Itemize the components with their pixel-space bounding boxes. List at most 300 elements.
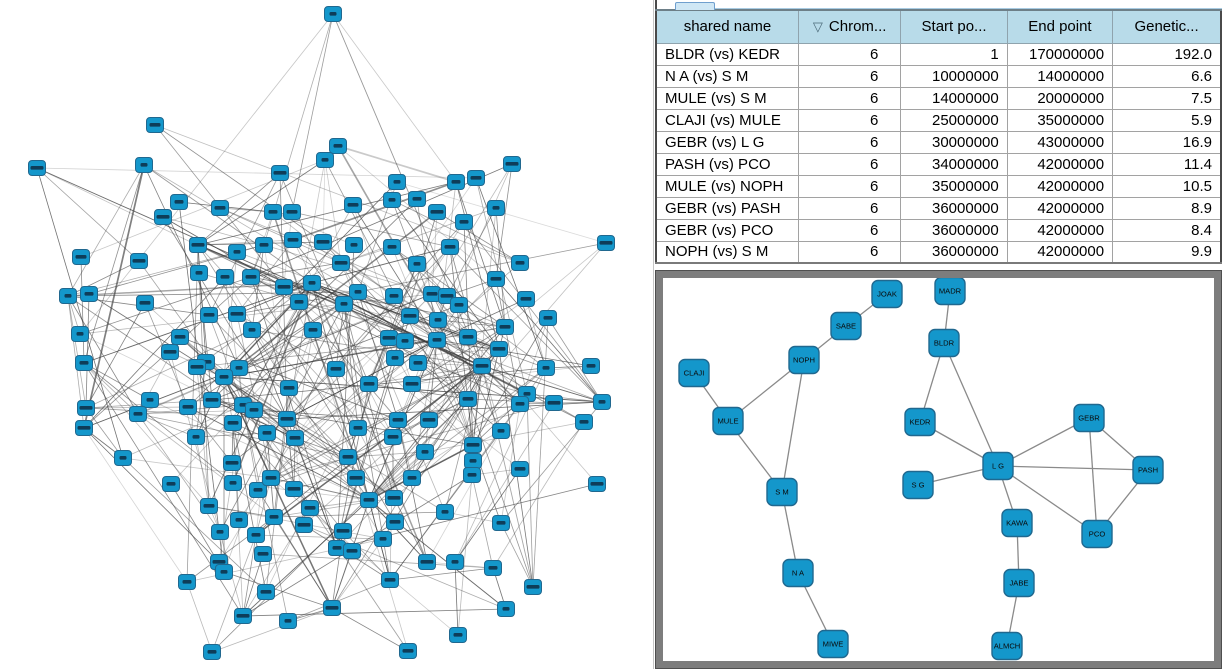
network-node-s-g[interactable] xyxy=(903,472,933,499)
network-node[interactable] xyxy=(231,361,248,376)
network-node[interactable] xyxy=(263,471,280,486)
network-node[interactable] xyxy=(512,256,529,271)
network-node-bldr[interactable] xyxy=(929,330,959,357)
network-node[interactable] xyxy=(429,333,446,348)
network-edge xyxy=(196,437,209,506)
table-cell[interactable]: 170000000 xyxy=(1007,43,1112,65)
table-cell[interactable]: 6 xyxy=(799,43,901,65)
network-node-l-g[interactable] xyxy=(983,453,1013,480)
network-node[interactable] xyxy=(243,270,260,285)
network-node[interactable] xyxy=(348,471,365,486)
table-cell[interactable]: GEBR (vs) PCO xyxy=(656,219,799,241)
table-cell[interactable]: 34000000 xyxy=(901,153,1007,175)
table-cell[interactable]: 6 xyxy=(799,87,901,109)
table-cell[interactable]: 42000000 xyxy=(1007,241,1112,263)
network-node[interactable] xyxy=(189,360,206,375)
network-node[interactable] xyxy=(387,515,404,530)
network-node[interactable] xyxy=(350,421,367,436)
table-row[interactable] xyxy=(656,197,1221,219)
attribute-table-header[interactable] xyxy=(656,10,1221,43)
table-cell[interactable]: GEBR (vs) PASH xyxy=(656,197,799,219)
node-label-smudge xyxy=(441,294,454,298)
table-cell[interactable]: 10000000 xyxy=(901,65,1007,87)
table-cell[interactable]: MULE (vs) S M xyxy=(656,87,799,109)
network-node[interactable] xyxy=(115,451,132,466)
network-node[interactable] xyxy=(417,445,434,460)
table-row[interactable] xyxy=(656,65,1221,87)
node-label-smudge xyxy=(476,364,489,368)
network-node[interactable] xyxy=(324,601,341,616)
network-node[interactable] xyxy=(265,205,282,220)
network-node[interactable] xyxy=(404,471,421,486)
node-label-smudge xyxy=(343,455,354,459)
node-label-smudge xyxy=(287,210,298,214)
network-node[interactable] xyxy=(594,395,611,410)
network-node[interactable] xyxy=(229,245,246,260)
network-node[interactable] xyxy=(397,334,414,349)
network-node[interactable] xyxy=(137,296,154,311)
network-node[interactable] xyxy=(256,238,273,253)
network-node[interactable] xyxy=(451,298,468,313)
network-node[interactable] xyxy=(468,171,485,186)
network-node[interactable] xyxy=(460,330,477,345)
network-node[interactable] xyxy=(409,257,426,272)
network-node[interactable] xyxy=(361,493,378,508)
node-label-smudge xyxy=(261,590,272,594)
network-node[interactable] xyxy=(302,501,319,516)
node-label: KEDR xyxy=(909,417,931,427)
table-cell[interactable]: 36000000 xyxy=(901,241,1007,263)
network-node[interactable] xyxy=(386,491,403,506)
network-node[interactable] xyxy=(317,153,334,168)
network-node[interactable] xyxy=(450,628,467,643)
table-cell[interactable]: CLAJI (vs) MULE xyxy=(656,109,799,131)
table-row[interactable] xyxy=(656,131,1221,153)
table-cell[interactable]: 6 xyxy=(799,175,901,197)
node-label-smudge xyxy=(388,435,399,439)
network-node[interactable] xyxy=(336,297,353,312)
network-node-jabe[interactable] xyxy=(1004,570,1034,597)
node-label-smudge xyxy=(204,313,215,317)
network-node[interactable] xyxy=(162,345,179,360)
network-node[interactable] xyxy=(335,524,352,539)
network-node[interactable] xyxy=(255,547,272,562)
column-header-start-po-[interactable]: Start po... xyxy=(901,10,1007,43)
node-label-smudge xyxy=(521,297,532,301)
table-row[interactable] xyxy=(656,219,1221,241)
network-node[interactable] xyxy=(382,573,399,588)
network-node[interactable] xyxy=(171,195,188,210)
node-label-smudge xyxy=(208,650,217,654)
network-node[interactable] xyxy=(546,396,563,411)
node-label-smudge xyxy=(85,292,94,296)
table-cell[interactable]: GEBR (vs) L G xyxy=(656,131,799,153)
network-node-almch[interactable] xyxy=(992,633,1022,660)
network-node[interactable] xyxy=(216,565,233,580)
node-label-smudge xyxy=(263,431,272,435)
table-cell[interactable]: 20000000 xyxy=(1007,87,1112,109)
node-label-smudge xyxy=(193,435,200,439)
network-node[interactable] xyxy=(385,430,402,445)
network-node[interactable] xyxy=(497,320,514,335)
table-cell[interactable]: 35000000 xyxy=(901,175,1007,197)
network-node[interactable] xyxy=(266,510,283,525)
network-node-gebr[interactable] xyxy=(1074,405,1104,432)
network-node[interactable] xyxy=(130,407,147,422)
network-node-kawa[interactable] xyxy=(1002,510,1032,537)
network-node[interactable] xyxy=(224,456,241,471)
network-node[interactable] xyxy=(384,240,401,255)
node-label-smudge xyxy=(140,301,151,305)
network-node[interactable] xyxy=(204,393,221,408)
table-row[interactable] xyxy=(656,109,1221,131)
network-node[interactable] xyxy=(525,580,542,595)
network-node[interactable] xyxy=(201,499,218,514)
table-cell[interactable]: 6 xyxy=(799,197,901,219)
table-cell[interactable]: 6 xyxy=(799,131,901,153)
network-node[interactable] xyxy=(235,609,252,624)
network-edge xyxy=(782,360,804,492)
network-node[interactable] xyxy=(442,240,459,255)
network-node[interactable] xyxy=(375,532,392,547)
table-cell[interactable]: NOPH (vs) S M xyxy=(656,241,799,263)
column-header-shared-name[interactable]: shared name xyxy=(656,10,799,43)
network-node[interactable] xyxy=(276,280,293,295)
network-node-kedr[interactable] xyxy=(905,409,935,436)
table-cell[interactable]: 36000000 xyxy=(901,197,1007,219)
network-node[interactable] xyxy=(460,392,477,407)
network-node[interactable] xyxy=(225,476,242,491)
network-node[interactable] xyxy=(386,289,403,304)
network-node[interactable] xyxy=(498,602,515,617)
network-node[interactable] xyxy=(538,361,555,376)
network-node[interactable] xyxy=(488,201,505,216)
network-node[interactable] xyxy=(491,342,508,357)
node-layer xyxy=(29,7,615,660)
node-label-smudge xyxy=(31,166,44,170)
table-cell[interactable]: 11.4 xyxy=(1113,153,1221,175)
node-label-smudge xyxy=(388,496,401,500)
table-cell[interactable]: 6 xyxy=(799,219,901,241)
network-node[interactable] xyxy=(180,400,197,415)
table-cell[interactable]: 9.9 xyxy=(1113,241,1221,263)
node-label-smudge xyxy=(269,210,278,214)
node-label-smudge xyxy=(175,200,184,204)
network-node[interactable] xyxy=(73,250,90,265)
network-edge xyxy=(252,245,264,330)
network-node[interactable] xyxy=(493,424,510,439)
column-header-end-point[interactable]: End point xyxy=(1007,10,1112,43)
network-node-sabe[interactable] xyxy=(831,313,861,340)
network-node[interactable] xyxy=(512,462,529,477)
network-node[interactable] xyxy=(201,308,218,323)
network-node[interactable] xyxy=(246,403,263,418)
network-node[interactable] xyxy=(155,210,172,225)
network-node[interactable] xyxy=(163,477,180,492)
network-node[interactable] xyxy=(284,205,301,220)
table-cell[interactable]: 35000000 xyxy=(1007,109,1112,131)
column-header-chrom-[interactable]: ▽ Chrom... xyxy=(799,10,901,43)
network-node[interactable] xyxy=(419,555,436,570)
table-row[interactable] xyxy=(656,153,1221,175)
network-node[interactable] xyxy=(272,166,289,181)
network-node[interactable] xyxy=(389,175,406,190)
network-node[interactable] xyxy=(485,561,502,576)
network-node[interactable] xyxy=(217,270,234,285)
network-node[interactable] xyxy=(281,381,298,396)
node-label-smudge xyxy=(493,206,500,210)
node-label: NOPH xyxy=(793,355,815,365)
table-cell[interactable]: 42000000 xyxy=(1007,219,1112,241)
network-node[interactable] xyxy=(315,235,332,250)
network-node[interactable] xyxy=(598,236,615,251)
network-node[interactable] xyxy=(212,525,229,540)
node-label-smudge xyxy=(204,504,215,508)
network-node[interactable] xyxy=(225,416,242,431)
network-node[interactable] xyxy=(328,362,345,377)
table-cell[interactable]: BLDR (vs) KEDR xyxy=(656,43,799,65)
network-node[interactable] xyxy=(76,421,93,436)
network-node[interactable] xyxy=(78,401,95,416)
network-node[interactable] xyxy=(437,505,454,520)
table-cell[interactable]: 14000000 xyxy=(1007,65,1112,87)
table-row[interactable] xyxy=(656,175,1221,197)
network-node[interactable] xyxy=(280,614,297,629)
node-label: N A xyxy=(791,568,805,578)
table-row[interactable] xyxy=(656,241,1221,263)
network-node[interactable] xyxy=(361,377,378,392)
table-cell[interactable]: 1 xyxy=(901,43,1007,65)
node-label-smudge xyxy=(442,510,449,514)
network-node[interactable] xyxy=(287,431,304,446)
network-node[interactable] xyxy=(384,193,401,208)
table-cell[interactable]: 192.0 xyxy=(1113,43,1221,65)
table-cell[interactable]: PASH (vs) PCO xyxy=(656,153,799,175)
node-label-smudge xyxy=(77,332,84,336)
node-label-smudge xyxy=(350,476,363,480)
network-node[interactable] xyxy=(474,359,491,374)
node-label-smudge xyxy=(220,375,229,379)
table-cell[interactable]: 30000000 xyxy=(901,131,1007,153)
network-edge xyxy=(212,608,332,652)
network-node[interactable] xyxy=(179,575,196,590)
network-node[interactable] xyxy=(29,161,46,176)
network-node[interactable] xyxy=(172,330,189,345)
filtered-network-viewport xyxy=(663,278,1214,661)
network-edge xyxy=(84,428,187,582)
node-label: KAWA xyxy=(1006,518,1028,528)
network-node-n-a[interactable] xyxy=(783,560,813,587)
network-node[interactable] xyxy=(345,198,362,213)
network-node[interactable] xyxy=(409,192,426,207)
network-node[interactable] xyxy=(216,370,233,385)
node-label-smudge xyxy=(80,406,93,410)
network-node[interactable] xyxy=(540,311,557,326)
network-node[interactable] xyxy=(286,482,303,497)
network-node[interactable] xyxy=(456,215,473,230)
table-cell[interactable]: 6.6 xyxy=(1113,65,1221,87)
node-label-smudge xyxy=(364,498,375,502)
table-cell[interactable]: N A (vs) S M xyxy=(656,65,799,87)
network-node[interactable] xyxy=(512,397,529,412)
network-node[interactable] xyxy=(142,393,159,408)
network-node[interactable] xyxy=(404,377,421,392)
network-node[interactable] xyxy=(488,272,505,287)
edge-layer xyxy=(694,291,1148,646)
node-label-smudge xyxy=(489,566,498,570)
network-node[interactable] xyxy=(72,327,89,342)
network-node[interactable] xyxy=(191,266,208,281)
table-cell[interactable]: 8.9 xyxy=(1113,197,1221,219)
network-node[interactable] xyxy=(381,331,398,346)
network-node-pco[interactable] xyxy=(1082,521,1112,548)
node-label-smudge xyxy=(234,250,241,254)
network-node[interactable] xyxy=(576,415,593,430)
table-cell[interactable]: 36000000 xyxy=(901,219,1007,241)
network-node[interactable] xyxy=(204,645,221,660)
network-node[interactable] xyxy=(448,175,465,190)
node-label-smudge xyxy=(258,552,269,556)
node-label: SABE xyxy=(835,321,857,331)
column-header-genetic-[interactable]: Genetic... xyxy=(1113,10,1221,43)
sort-descending-icon[interactable]: ▽ xyxy=(812,19,823,35)
network-node[interactable] xyxy=(447,555,464,570)
table-cell[interactable]: 8.4 xyxy=(1113,219,1221,241)
network-node-noph[interactable] xyxy=(789,347,819,374)
network-edge xyxy=(68,296,138,414)
network-edge xyxy=(944,343,998,466)
filtered-network-canvas[interactable] xyxy=(663,278,1214,661)
network-node[interactable] xyxy=(279,412,296,427)
network-node[interactable] xyxy=(296,518,313,533)
node-label: BLDR xyxy=(933,338,955,348)
network-node-mule[interactable] xyxy=(713,408,743,435)
network-node[interactable] xyxy=(76,356,93,371)
network-node[interactable] xyxy=(259,426,276,441)
node-label-smudge xyxy=(516,402,525,406)
network-node[interactable] xyxy=(340,450,357,465)
network-node[interactable] xyxy=(504,157,521,172)
node-label-smudge xyxy=(215,206,226,210)
table-cell[interactable]: 42000000 xyxy=(1007,153,1112,175)
toolbar-divider xyxy=(715,8,1222,9)
node-label-smudge xyxy=(221,570,228,574)
node-label: JABE xyxy=(1009,578,1029,588)
node-label-smudge xyxy=(392,356,399,360)
table-row[interactable] xyxy=(656,87,1221,109)
network-node[interactable] xyxy=(325,7,342,22)
table-cell[interactable]: MULE (vs) NOPH xyxy=(656,175,799,197)
network-node[interactable] xyxy=(131,254,148,269)
network-node[interactable] xyxy=(285,233,302,248)
table-cell[interactable]: 7.5 xyxy=(1113,87,1221,109)
network-node-miwe[interactable] xyxy=(818,631,848,658)
network-node-joak[interactable] xyxy=(872,281,902,308)
network-node[interactable] xyxy=(465,454,482,469)
network-node[interactable] xyxy=(518,292,535,307)
network-node[interactable] xyxy=(258,585,275,600)
network-node-pash[interactable] xyxy=(1133,457,1163,484)
table-cell[interactable]: 5.9 xyxy=(1113,109,1221,131)
node-label-smudge xyxy=(389,198,396,202)
network-node[interactable] xyxy=(589,477,606,492)
network-node[interactable] xyxy=(583,359,600,374)
network-node[interactable] xyxy=(81,287,98,302)
network-node[interactable] xyxy=(421,413,438,428)
node-label-smudge xyxy=(157,215,170,219)
network-node[interactable] xyxy=(429,205,446,220)
attribute-table-body[interactable] xyxy=(656,43,1221,263)
table-cell[interactable]: 43000000 xyxy=(1007,131,1112,153)
table-cell[interactable]: 6 xyxy=(799,241,901,263)
network-node[interactable] xyxy=(465,438,482,453)
network-node[interactable] xyxy=(147,118,164,133)
network-node[interactable] xyxy=(190,238,207,253)
table-cell[interactable]: 14000000 xyxy=(901,87,1007,109)
network-node-claji[interactable] xyxy=(679,360,709,387)
table-cell[interactable]: 16.9 xyxy=(1113,131,1221,153)
table-cell[interactable]: 6 xyxy=(799,109,901,131)
network-node[interactable] xyxy=(229,307,246,322)
network-node[interactable] xyxy=(330,139,347,154)
node-label-smudge xyxy=(394,180,401,184)
network-node[interactable] xyxy=(424,287,441,302)
network-node[interactable] xyxy=(430,313,447,328)
node-label-smudge xyxy=(217,530,224,534)
network-node-s-m[interactable] xyxy=(767,479,797,506)
network-node[interactable] xyxy=(305,323,322,338)
node-label-smudge xyxy=(141,163,148,167)
network-node[interactable] xyxy=(387,351,404,366)
network-node[interactable] xyxy=(493,516,510,531)
node-label-smudge xyxy=(167,482,176,486)
network-node[interactable] xyxy=(244,323,261,338)
attribute-table[interactable] xyxy=(655,9,1222,264)
network-node-madr[interactable] xyxy=(935,278,965,305)
table-panel-tab[interactable] xyxy=(675,2,715,10)
network-node[interactable] xyxy=(346,238,363,253)
network-node[interactable] xyxy=(291,295,308,310)
network-node[interactable] xyxy=(188,430,205,445)
network-edge xyxy=(37,168,476,178)
network-node[interactable] xyxy=(333,256,350,271)
network-node[interactable] xyxy=(464,468,481,483)
network-node[interactable] xyxy=(231,513,248,528)
network-node[interactable] xyxy=(136,158,153,173)
network-node[interactable] xyxy=(344,544,361,559)
network-node[interactable] xyxy=(248,528,265,543)
table-cell[interactable]: 6 xyxy=(799,65,901,87)
network-node[interactable] xyxy=(60,289,77,304)
network-node[interactable] xyxy=(212,201,229,216)
network-edge xyxy=(390,437,393,580)
network-node[interactable] xyxy=(304,276,321,291)
table-row[interactable] xyxy=(656,43,1221,65)
table-cell[interactable]: 42000000 xyxy=(1007,175,1112,197)
network-node[interactable] xyxy=(402,309,419,324)
node-label-smudge xyxy=(317,240,330,244)
table-cell[interactable]: 25000000 xyxy=(901,109,1007,131)
node-label-smudge xyxy=(335,261,348,265)
network-node[interactable] xyxy=(400,644,417,659)
table-cell[interactable]: 42000000 xyxy=(1007,197,1112,219)
table-cell[interactable]: 10.5 xyxy=(1113,175,1221,197)
node-label-smudge xyxy=(281,417,294,421)
network-node[interactable] xyxy=(329,541,346,556)
table-cell[interactable]: 6 xyxy=(799,153,901,175)
network-node[interactable] xyxy=(390,413,407,428)
network-node[interactable] xyxy=(410,356,427,371)
